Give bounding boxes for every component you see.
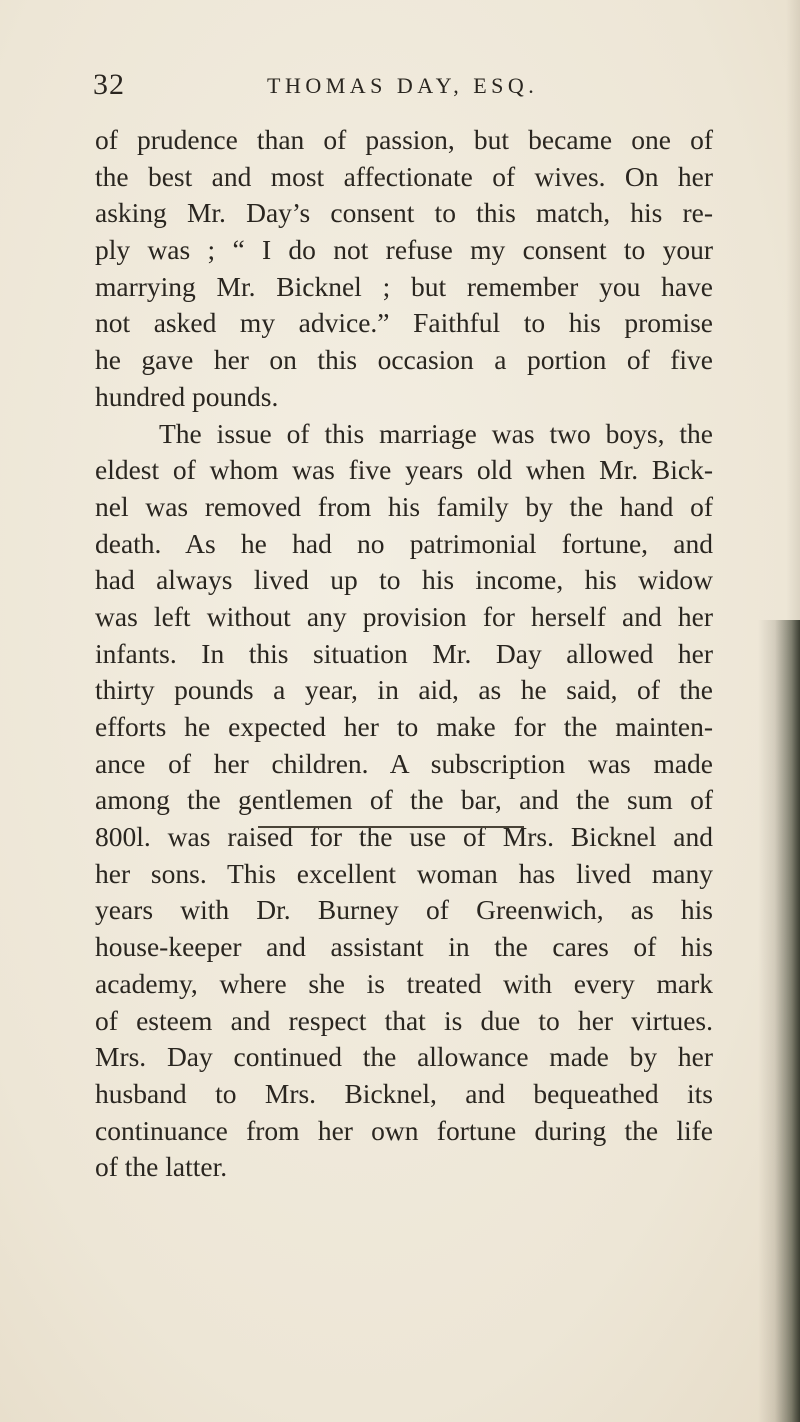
end-rule	[258, 826, 524, 828]
text-line: among the gentlemen of the bar, and the sum of	[95, 784, 713, 816]
text-line: of esteem and respect that is due to her virtues.	[95, 1004, 713, 1036]
text-line: thirty pounds a year, in aid, as he said, of the	[95, 674, 713, 706]
text-line: eldest of whom was five years old when Mr. Bick-	[95, 454, 713, 486]
text-line: academy, where she is treated with every mark	[95, 967, 713, 999]
text-line: nel was removed from his family by the hand of	[95, 490, 713, 522]
text-line: Mrs. Day continued the allowance made by her	[95, 1041, 713, 1073]
running-head: THOMAS DAY, ESQ.	[267, 73, 539, 98]
text-line: had always lived up to his income, his widow	[95, 564, 713, 596]
text-line: death. As he had no patrimonial fortune, and	[95, 527, 713, 559]
page-edge-shadow	[758, 620, 800, 1422]
text-line: the best and most affectionate of wives. On her	[95, 160, 713, 192]
text-line: efforts he expected her to make for the mainten-	[95, 711, 713, 742]
text-line: not asked my advice.” Faithful to his promise	[95, 307, 713, 339]
text-line: 800l. was raised for the use of Mrs. Bicknel and	[95, 821, 713, 853]
page-header	[93, 68, 713, 104]
text-line: continuance from her own fortune during the life	[95, 1114, 713, 1146]
page-number: 32	[93, 68, 125, 101]
text-line: asking Mr. Day’s consent to this match, his re-	[95, 197, 713, 229]
text-line: hundred pounds.	[95, 380, 279, 412]
text-line: of prudence than of passion, but became one of	[95, 124, 713, 155]
body-text	[95, 122, 713, 1186]
text-line: house-keeper and assistant in the cares of his	[95, 931, 713, 963]
text-line: infants. In this situation Mr. Day allowed her	[95, 637, 713, 669]
text-line: ply was ; “ I do not refuse my consent to your	[95, 234, 713, 266]
text-line: of the latter.	[95, 1151, 228, 1183]
text-line: ance of her children. A subscription was made	[95, 747, 713, 779]
text-line: husband to Mrs. Bicknel, and bequeathed its	[95, 1077, 713, 1109]
text-line: he gave her on this occasion a portion of five	[95, 344, 713, 376]
paragraph-start-line: The issue of this marriage was two boys, the	[159, 417, 713, 449]
text-line: was left without any provision for herself and her	[95, 600, 713, 632]
text-line: her sons. This excellent woman has lived many	[95, 857, 713, 889]
text-line: marrying Mr. Bicknel ; but remember you have	[95, 270, 713, 302]
text-line: years with Dr. Burney of Greenwich, as his	[95, 894, 713, 926]
